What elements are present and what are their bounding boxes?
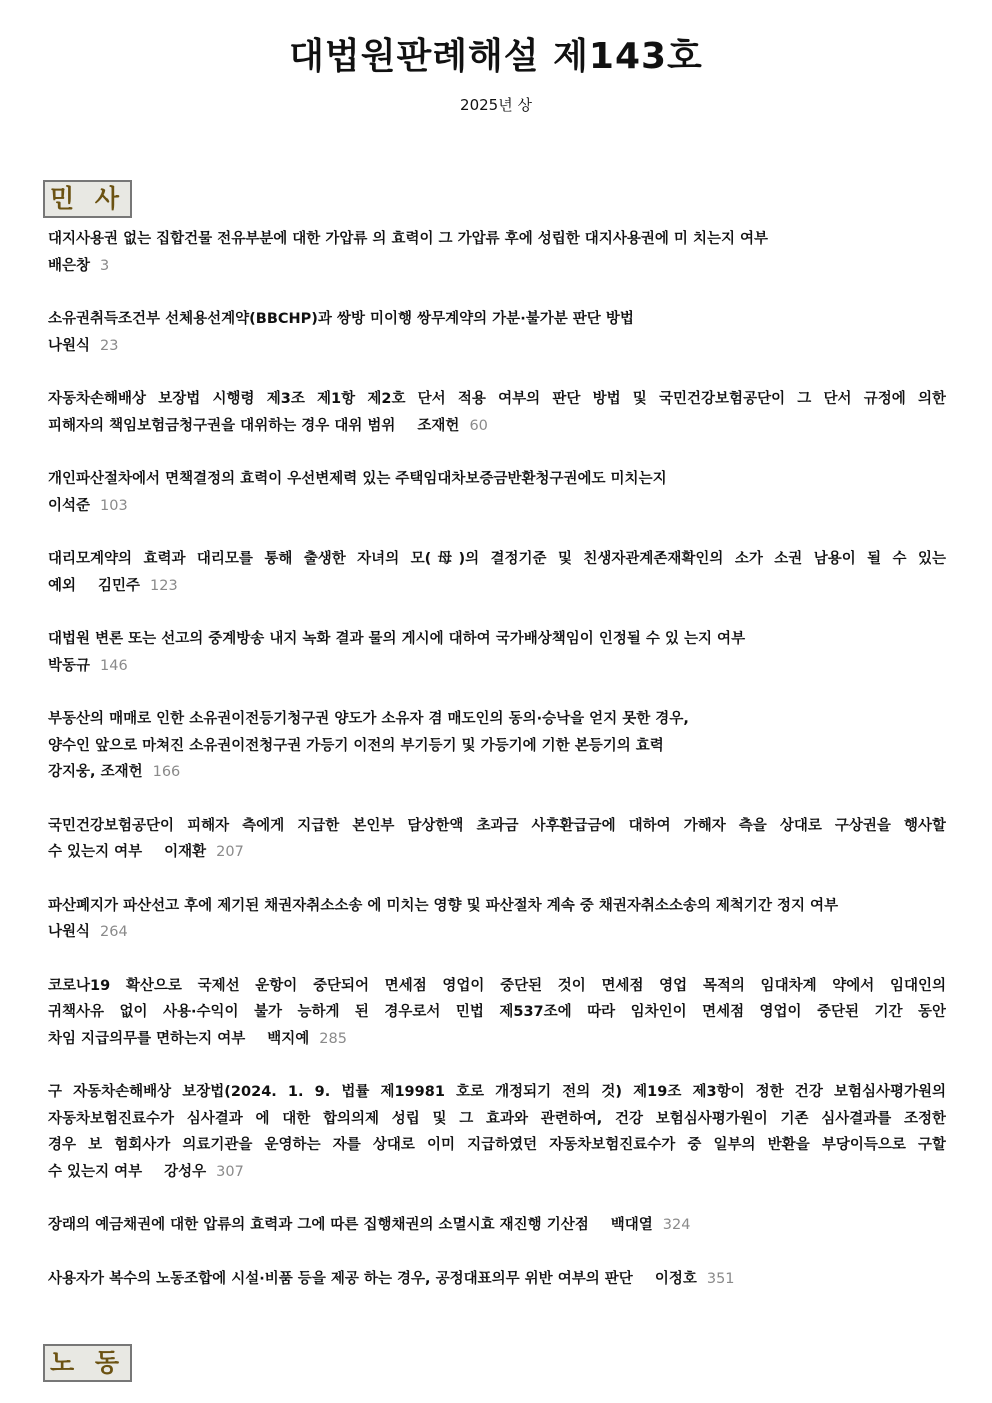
entry-author: 배은창	[48, 257, 91, 274]
entry-title-text: 장래의 예금채권에 대한 압류의 효력과 그에 따른 집행채권의 소멸시효 재진행 기산점	[48, 1217, 589, 1233]
entry-title-line	[48, 626, 946, 653]
entry-title-line	[48, 1266, 946, 1293]
entry-title-line	[48, 226, 946, 253]
entry-title-text: 예외	[48, 577, 77, 594]
entry-title-line	[48, 1079, 946, 1106]
toc-entry[interactable]	[48, 466, 946, 519]
entry-page-number: 207	[216, 844, 244, 860]
entry-title-text: 코로나19 확산으로 국제선 운항이 중단되어 면세점 영업이 중단된 것이 면세점 영업 목적의 임대차계 약에서 임대인의	[48, 977, 946, 994]
entry-author-line	[48, 493, 946, 520]
entry-title-line	[48, 1026, 946, 1053]
entry-title-text: 대리모계약의 효력과 대리모를 통해 출생한 자녀의 모(母)의 결정기준 및 친생자관계존재확인의 소가 소권 남용이 될 수 있는	[48, 551, 946, 567]
entry-author: 백지예	[267, 1030, 310, 1047]
entry-title-text: 대법원 변론 또는 선고의 중계방송 내지 녹화 결과 물의 게시에 대하여 국가배상책임이 인정될 수 있 는지 여부	[48, 631, 746, 647]
entry-author: 박동규	[48, 657, 91, 674]
entry-title-text: 자동차손해배상 보장법 시행령 제3조 제1항 제2호 단서 적용 여부의 판단 방법 및 국민건강보험공단이 그 단서 규정에 의한	[48, 391, 946, 407]
toc-entry[interactable]	[48, 973, 946, 1053]
toc-entry[interactable]	[48, 1079, 946, 1185]
entry-author-line	[48, 333, 946, 360]
page-subtitle: 2025년 상	[460, 96, 532, 114]
toc-entry[interactable]	[48, 386, 946, 439]
entry-title-line	[48, 999, 946, 1026]
toc-entry[interactable]	[48, 1212, 946, 1239]
entry-page-number: 264	[100, 924, 128, 940]
entry-title-line	[48, 1159, 946, 1186]
entry-author: 조재헌	[417, 417, 460, 434]
toc-entry[interactable]	[48, 1266, 946, 1293]
toc-entry[interactable]	[48, 706, 946, 786]
entry-author: 나원식	[48, 337, 91, 354]
entry-author-line	[48, 919, 946, 946]
entry-title-text: 귀책사유 없이 사용·수익이 불가 능하게 된 경우로서 민법 제537조에 따라 임차인이 면세점 영업이 중단된 기간 동안	[48, 1004, 946, 1020]
entry-author: 이석준	[48, 497, 91, 514]
section-label-labor: 노 동	[43, 1344, 132, 1382]
entry-page-number: 3	[100, 257, 110, 274]
entry-title-text: 국민건강보험공단이 피해자 측에게 지급한 본인부 담상한액 초과금 사후환급금에 대하여 가해자 측을 상대로 구상권을 행사할	[48, 817, 946, 834]
entry-title-text: 파산폐지가 파산선고 후에 제기된 채권자취소소송 에 미치는 영향 및 파산절차 계속 중 채권자취소소송의 제척기간 정지 여부	[48, 897, 839, 914]
entry-author: 이정호	[654, 1270, 697, 1287]
entry-title-line	[48, 1106, 946, 1133]
entry-page-number: 324	[662, 1217, 691, 1233]
entry-page-number: 123	[150, 577, 178, 594]
entry-title-text: 소유권취득조건부 선체용선계약(BBCHP)과 쌍방 미이행 쌍무계약의 가분·불가분 판단 방법	[48, 311, 634, 327]
toc-entry[interactable]	[48, 226, 946, 279]
toc-entry[interactable]	[48, 546, 946, 599]
entry-author: 백대열	[610, 1217, 653, 1233]
entry-title-line	[48, 893, 946, 920]
entry-title-line	[48, 1132, 946, 1159]
toc-entry[interactable]	[48, 626, 946, 679]
entry-list	[48, 226, 946, 1319]
entry-title-line	[48, 546, 946, 573]
entry-title-line	[48, 1212, 946, 1239]
entry-page-number: 146	[100, 657, 128, 674]
entry-title-line	[48, 413, 946, 440]
entry-page-number: 285	[319, 1030, 347, 1047]
entry-title-line	[48, 813, 946, 840]
entry-page-number: 307	[216, 1163, 244, 1180]
entry-title-line	[48, 466, 946, 493]
entry-title-text: 개인파산절차에서 면책결정의 효력이 우선변제력 있는 주택임대차보증금반환청구권에도 미치는지	[48, 471, 667, 487]
toc-entry[interactable]	[48, 813, 946, 866]
entry-page-number: 351	[706, 1270, 735, 1287]
entry-title-text: 피해자의 책임보험금청구권을 대위하는 경우 대위 범위	[48, 417, 396, 434]
entry-author-line	[48, 653, 946, 680]
entry-title-line	[48, 386, 946, 413]
entry-title-line	[48, 733, 946, 760]
entry-author: 이재환	[164, 844, 207, 860]
entry-title-text: 수 있는지 여부	[48, 844, 143, 860]
entry-author: 나원식	[48, 924, 91, 940]
entry-title-text: 수 있는지 여부	[48, 1163, 143, 1180]
entry-author: 강성우	[164, 1163, 207, 1180]
entry-title-line	[48, 706, 946, 733]
entry-title-text: 차임 지급의무를 면하는지 여부	[48, 1030, 246, 1047]
entry-title-text: 자동차보험진료수가 심사결과 에 대한 합의의제 성립 및 그 효과와 관련하여, 건강 보험심사평가원이 기존 심사결과를 조정한	[48, 1110, 946, 1127]
toc-entry[interactable]	[48, 306, 946, 359]
entry-title-line	[48, 839, 946, 866]
entry-author: 김민주	[98, 577, 141, 594]
entry-author-line	[48, 759, 946, 786]
entry-title-line	[48, 306, 946, 333]
entry-title-line	[48, 973, 946, 1000]
entry-page-number: 60	[469, 417, 488, 434]
page-title: 대법원판례해설 제143호	[289, 36, 703, 77]
entry-title-text: 구 자동차손해배상 보장법(2024. 1. 9. 법률 제19981 호로 개정되기 전의 것) 제19조 제3항이 정한 건강 보험심사평가원의	[48, 1084, 946, 1100]
toc-entry[interactable]	[48, 893, 946, 946]
entry-page-number: 103	[100, 497, 128, 514]
section-label-civil: 민 사	[43, 180, 132, 218]
entry-author-line	[48, 253, 946, 280]
entry-title-text: 대지사용권 없는 집합건물 전유부분에 대한 가압류 의 효력이 그 가압류 후에 성립한 대지사용권에 미 치는지 여부	[48, 231, 769, 247]
entry-title-text: 사용자가 복수의 노동조합에 시설·비품 등을 제공 하는 경우, 공정대표의무 위반 여부의 판단	[48, 1270, 633, 1287]
entry-page-number: 166	[152, 764, 181, 780]
entry-title-line	[48, 573, 946, 600]
entry-title-text: 경우 보 험회사가 의료기관을 운영하는 자를 상대로 이미 지급하였던 자동차보험진료수가 중 일부의 반환을 부당이득으로 구할	[48, 1137, 946, 1153]
entry-page-number: 23	[100, 337, 119, 354]
entry-title-text: 양수인 앞으로 마쳐진 소유권이전청구권 가등기 이전의 부기등기 및 가등기에 기한 본등기의 효력	[48, 737, 664, 754]
entry-title-text: 부동산의 매매로 인한 소유권이전등기청구권 양도가 소유자 겸 매도인의 동의·승낙을 얻지 못한 경우,	[48, 711, 689, 727]
entry-author: 강지웅, 조재헌	[48, 764, 143, 780]
